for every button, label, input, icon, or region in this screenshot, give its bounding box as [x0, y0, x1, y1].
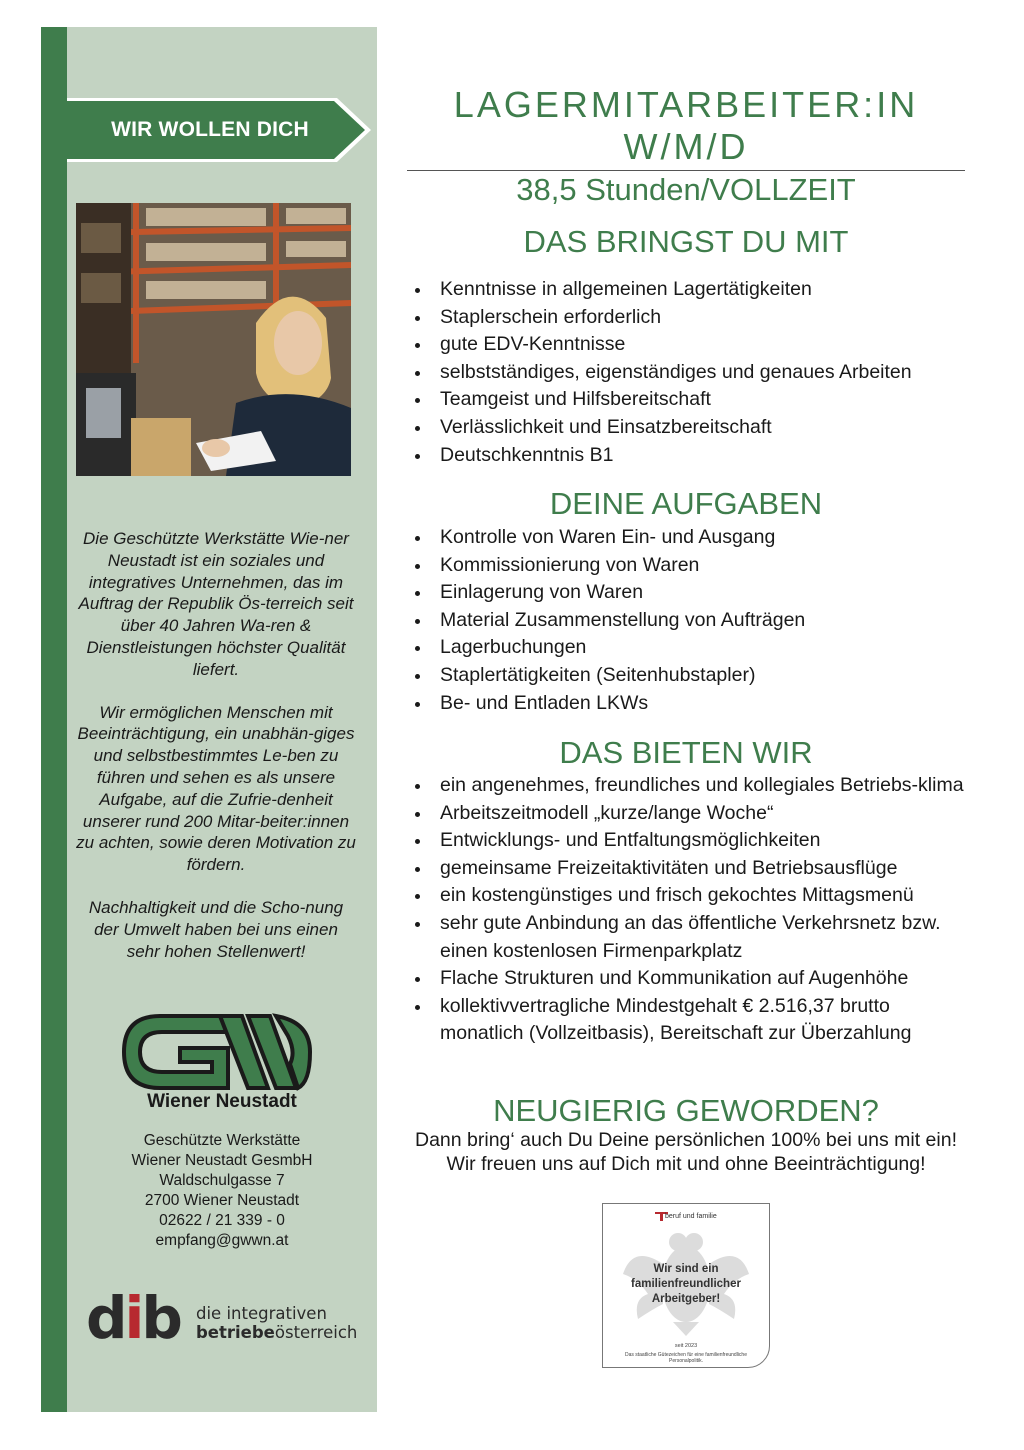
company-intro [76, 528, 356, 983]
badge-text [603, 1262, 769, 1307]
logo-subtitle: Wiener Neustadt [147, 1091, 297, 1112]
list-item: sehr gute Anbindung an das öffentliche Verkehrsnetz bzw. einen kostenlosen Firmenparkplatz [407, 910, 965, 965]
list-item: Einlagerung von Waren [407, 579, 965, 607]
intro-paragraph-3: Nachhaltigkeit und die Scho-nung der Umwelt haben bei uns einen sehr hohen Stellenwert! [88, 897, 344, 961]
tasks-list [407, 524, 965, 717]
list-item: Be- und Entladen LKWs [407, 690, 965, 718]
dib-tagline-line1: die integrativen [196, 1304, 327, 1323]
list-item: Deutschkenntnis B1 [407, 442, 965, 470]
closing-line1: Dann bring‘ auch Du Deine persönlichen 100% bei uns mit ein! [415, 1129, 957, 1151]
closing-heading: NEUGIERIG GEWORDEN? [493, 1093, 879, 1128]
list-item: Kenntnisse in allgemeinen Lagertätigkeiten [407, 276, 965, 304]
working-hours: 38,5 Stunden/VOLLZEIT [516, 172, 856, 207]
job-title [407, 84, 965, 168]
tasks-heading: DEINE AUFGABEN [549, 486, 823, 521]
list-item: Arbeitszeitmodell „kurze/lange Woche“ [407, 800, 965, 828]
company-address [67, 1131, 377, 1251]
requirements-heading: DAS BRINGST DU MIT [523, 224, 849, 259]
list-item: Staplertätigkeiten (Seitenhubstapler) [407, 662, 965, 690]
list-item: selbstständiges, eigenständiges und genaues Arbeiten [407, 359, 965, 387]
address-email[interactable]: empfang@gwwn.at [155, 1232, 289, 1249]
family-friendly-badge [602, 1203, 770, 1368]
closing-line2: Wir freuen uns auf Dich mit und ohne Beeinträchtigung! [446, 1153, 926, 1175]
badge-line2: familienfreundlicher [631, 1278, 741, 1290]
dib-logo [86, 1284, 358, 1352]
requirements-list [407, 276, 965, 469]
dib-tagline-rest: österreich [274, 1323, 358, 1342]
badge-top-label: beruf und familie [665, 1213, 717, 1220]
sidebar-stripe [41, 27, 67, 1412]
badge-since: seit 2023 [674, 1343, 698, 1349]
offer-list [407, 772, 965, 1048]
list-item: ein angenehmes, freundliches und kollegiales Betriebs-klima [407, 772, 965, 800]
list-item: Flache Strukturen und Kommunikation auf Augenhöhe [407, 965, 965, 993]
gw-logo [120, 1012, 315, 1092]
badge-line1: Wir sind ein [653, 1263, 719, 1275]
list-item: kollektivvertragliche Mindestgehalt € 2.516,37 brutto monatlich (Vollzeitbasis), Bereitschaft zur Überzahlung [407, 993, 965, 1048]
ribbon-banner [67, 98, 371, 162]
list-item: Kontrolle von Waren Ein- und Ausgang [407, 524, 965, 552]
address-city: 2700 Wiener Neustadt [144, 1192, 300, 1209]
badge-line3: Arbeitgeber! [651, 1293, 721, 1305]
badge-footer: Das staatliche Gütezeichen für eine familienfreundliche Personalpolitik. [624, 1352, 747, 1364]
list-item: Verlässlichkeit und Einsatzbereitschaft [407, 414, 965, 442]
warehouse-photo [76, 203, 351, 476]
dib-wordmark: dib [86, 1284, 180, 1352]
list-item: Teamgeist und Hilfsbereitschaft [407, 386, 965, 414]
job-title-line2: W/M/D [623, 126, 749, 167]
dib-tagline [196, 1304, 357, 1342]
list-item: Kommissionierung von Waren [407, 552, 965, 580]
list-item: Entwicklungs- und Entfaltungsmöglichkeiten [407, 827, 965, 855]
address-street: Waldschulgasse 7 [159, 1172, 285, 1189]
closing-text [407, 1128, 965, 1176]
dib-tagline-bold: betriebe [196, 1323, 275, 1342]
address-line2: Wiener Neustadt GesmbH [131, 1152, 313, 1169]
offer-heading: DAS BIETEN WIR [559, 735, 813, 770]
intro-paragraph-2: Wir ermöglichen Menschen mit Beeinträchtigung, ein unabhän-giges und selbstbestimmtes Le-ben zu führen und sehen es als unsere Aufgabe, auf die Zufrie-denheit unserer rund 200 Mitar-beiter:innen zu achten, sowie deren Motivation zu fördern. [76, 702, 356, 875]
address-line1: Geschützte Werkstätte [143, 1132, 301, 1149]
list-item: gemeinsame Freizeitaktivitäten und Betriebsausflüge [407, 855, 965, 883]
ribbon-label: WIR WOLLEN DICH [111, 118, 309, 141]
title-divider [407, 170, 965, 171]
list-item: ein kostengünstiges und frisch gekochtes Mittagsmenü [407, 882, 965, 910]
intro-paragraph-1: Die Geschützte Werkstätte Wie-ner Neustadt ist ein soziales und integratives Unternehmen, das im Auftrag der Republik Ös-terreich seit über 40 Jahren Wa-ren & Dienstleistungen höchster Qualität liefert. [78, 529, 354, 679]
job-title-line1: LAGERMITARBEITER:IN [453, 84, 919, 125]
list-item: Material Zusammenstellung von Aufträgen [407, 607, 965, 635]
address-phone: 02622 / 21 339 - 0 [159, 1212, 285, 1229]
list-item: Lagerbuchungen [407, 634, 965, 662]
list-item: Staplerschein erforderlich [407, 304, 965, 332]
list-item: gute EDV-Kenntnisse [407, 331, 965, 359]
